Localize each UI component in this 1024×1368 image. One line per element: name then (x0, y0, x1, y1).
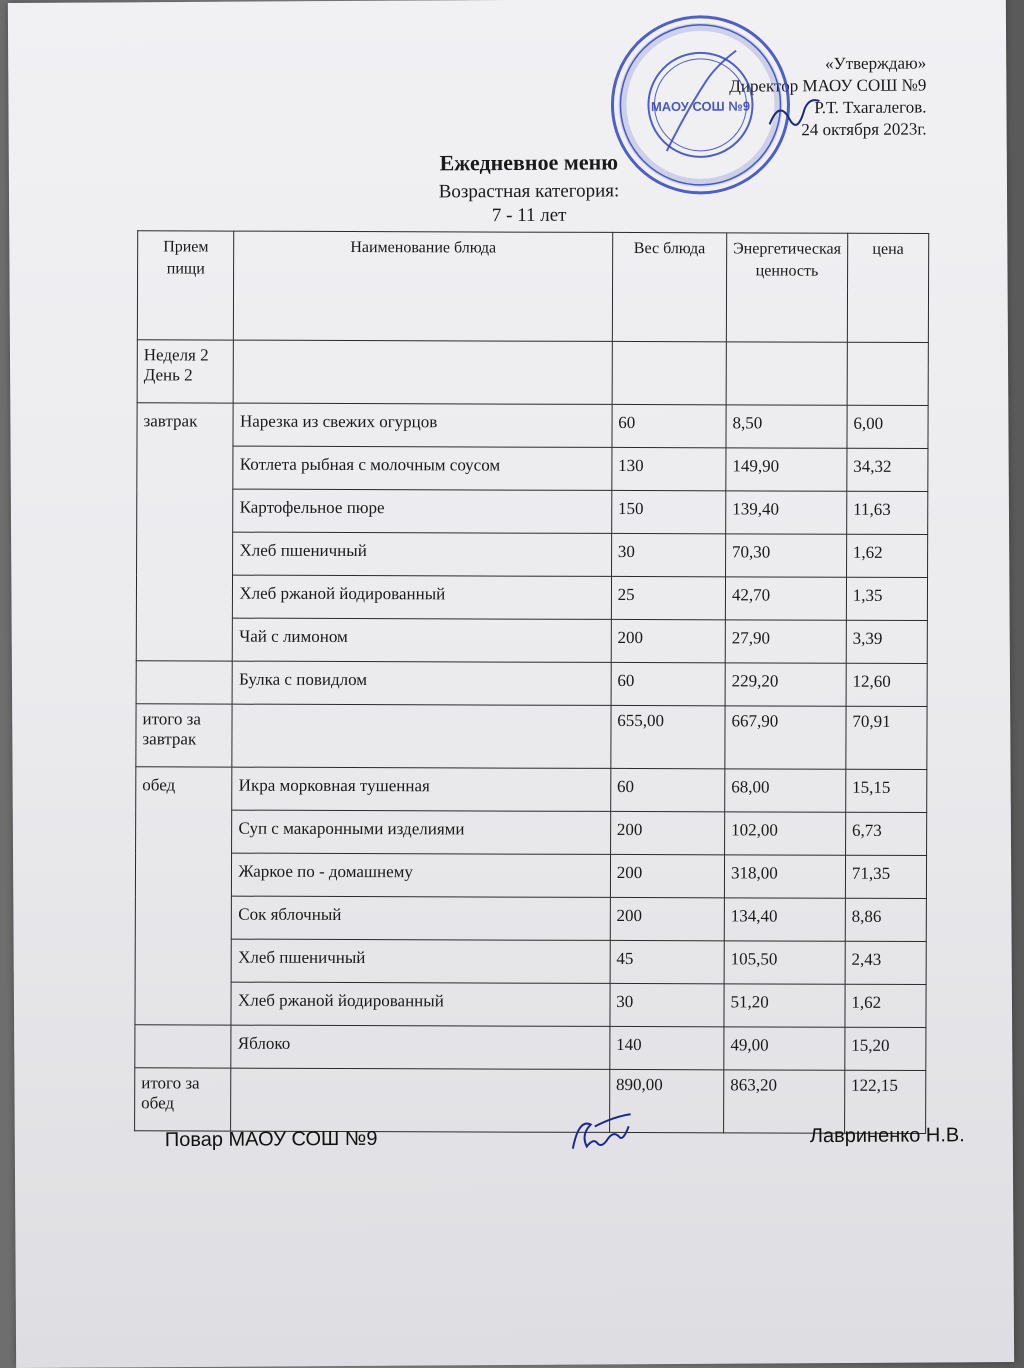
dish-price: 71,35 (845, 855, 926, 898)
dish-name: Хлеб ржаной йодированный (233, 575, 611, 619)
dish-energy: 68,00 (725, 769, 846, 812)
dish-weight: 150 (611, 490, 725, 533)
stamp-center-text: МАОУ СОШ №9 (650, 98, 751, 115)
header-dish: Наименование блюда (234, 231, 613, 341)
dish-name: Хлеб ржаной йодированный (231, 982, 609, 1026)
dish-energy: 105,50 (724, 941, 845, 984)
age-category-label: Возрастная категория: (438, 180, 620, 203)
approval-line-4: 24 октября 2023г. (801, 119, 927, 140)
table-row (135, 896, 926, 942)
dish-name: Хлеб пшеничный (233, 532, 611, 576)
table-row (135, 939, 926, 985)
total-price: 70,91 (846, 706, 927, 769)
dish-energy: 149,90 (726, 448, 847, 491)
approval-line-3: Р.Т. Тхагалегов. (814, 97, 927, 118)
dish-name: Чай с лимоном (233, 618, 611, 662)
total-weight: 890,00 (609, 1069, 723, 1132)
dish-price: 6,73 (845, 812, 926, 855)
table-row (136, 810, 927, 856)
menu-document (8, 0, 1014, 1368)
dish-weight: 140 (610, 1026, 724, 1069)
table-row (137, 446, 928, 492)
dish-name: Икра морковная тушенная (232, 767, 610, 811)
total-weight: 655,00 (611, 705, 725, 768)
dish-name: Яблоко (231, 1025, 609, 1069)
dish-weight: 30 (610, 983, 724, 1026)
dish-price: 2,43 (845, 941, 926, 984)
total-energy: 863,20 (724, 1070, 845, 1133)
dish-weight: 60 (611, 662, 725, 705)
dish-name: Жаркое по - домашнему (232, 853, 610, 897)
dish-price: 8,86 (845, 898, 926, 941)
dish-weight: 200 (610, 897, 724, 940)
dish-energy: 8,50 (726, 405, 847, 448)
table-row (137, 532, 928, 578)
dish-energy: 70,30 (725, 534, 846, 577)
dish-weight: 60 (612, 404, 726, 447)
dish-name: Картофельное пюре (233, 489, 611, 533)
cook-title: Повар МАОУ СОШ №9 (164, 1127, 378, 1152)
lunch-total-row (135, 1068, 926, 1134)
table-row (136, 767, 927, 813)
dish-price: 1,62 (846, 534, 927, 577)
cook-name: Лавриненко Н.В. (809, 1124, 965, 1148)
week-day-cell: Неделя 2 День 2 (137, 340, 234, 403)
dish-weight: 200 (611, 619, 725, 662)
dish-price: 6,00 (847, 405, 928, 448)
dish-weight: 45 (610, 940, 724, 983)
title-block (359, 149, 699, 229)
dish-name: Хлеб пшеничный (232, 939, 610, 983)
table-row (136, 661, 927, 707)
dish-price: 15,20 (845, 1027, 926, 1070)
dish-name: Суп с макаронными изделиями (232, 810, 610, 854)
header-price: цена (847, 233, 929, 342)
table-row (135, 1025, 926, 1071)
lunch-label: обед (135, 767, 232, 1025)
total-price: 122,15 (844, 1070, 925, 1133)
dish-weight: 25 (611, 576, 725, 619)
table-row (137, 403, 928, 449)
table-row (136, 575, 927, 621)
header-energy: Энергетическая ценность (726, 233, 847, 342)
dish-weight: 200 (610, 811, 724, 854)
dish-price: 1,35 (846, 577, 927, 620)
total-label: итого за завтрак (136, 704, 233, 767)
table-row (135, 853, 926, 899)
total-label: итого за обед (135, 1068, 232, 1131)
dish-price: 1,62 (845, 984, 926, 1027)
dish-name: Булка с повидлом (232, 661, 610, 705)
dish-price: 12,60 (846, 663, 927, 706)
dish-price: 15,15 (846, 769, 927, 812)
breakfast-total-row (136, 704, 927, 770)
dish-price: 11,63 (847, 491, 928, 534)
dish-weight: 60 (610, 768, 724, 811)
dish-name: Нарезка из свежих огурцов (233, 403, 611, 447)
dish-energy: 42,70 (725, 577, 846, 620)
dish-energy: 229,20 (725, 663, 846, 706)
table-row (137, 489, 928, 535)
dish-name: Котлета рыбная с молочным соусом (233, 446, 611, 490)
dish-weight: 30 (611, 533, 725, 576)
table-header-row (137, 231, 928, 343)
week-day-row (137, 340, 928, 406)
dish-weight: 200 (610, 854, 724, 897)
cook-signature (565, 1112, 635, 1160)
dish-price: 34,32 (847, 448, 928, 491)
approval-line-1: «Утверждаю» (825, 53, 927, 74)
approval-line-2: Директор МАОУ СОШ №9 (729, 75, 927, 96)
director-signature (764, 94, 824, 134)
dish-energy: 134,40 (724, 898, 845, 941)
dish-weight: 130 (612, 447, 726, 490)
approval-block (729, 52, 927, 141)
dish-energy: 49,00 (724, 1027, 845, 1070)
dish-energy: 27,90 (725, 620, 846, 663)
header-meal: Прием пищи (137, 231, 234, 340)
dish-energy: 51,20 (724, 984, 845, 1027)
total-energy: 667,90 (725, 706, 846, 769)
page-title: Ежедневное меню (439, 149, 619, 176)
menu-table (134, 230, 929, 1134)
dish-price: 3,39 (846, 620, 927, 663)
breakfast-label: завтрак (136, 403, 233, 661)
dish-energy: 102,00 (725, 812, 846, 855)
dish-name: Сок яблочный (232, 896, 610, 940)
age-category-value: 7 - 11 лет (491, 204, 567, 227)
header-weight: Вес блюда (612, 232, 727, 341)
dish-energy: 139,40 (726, 491, 847, 534)
table-row (135, 982, 926, 1028)
table-row (136, 618, 927, 664)
dish-energy: 318,00 (724, 855, 845, 898)
